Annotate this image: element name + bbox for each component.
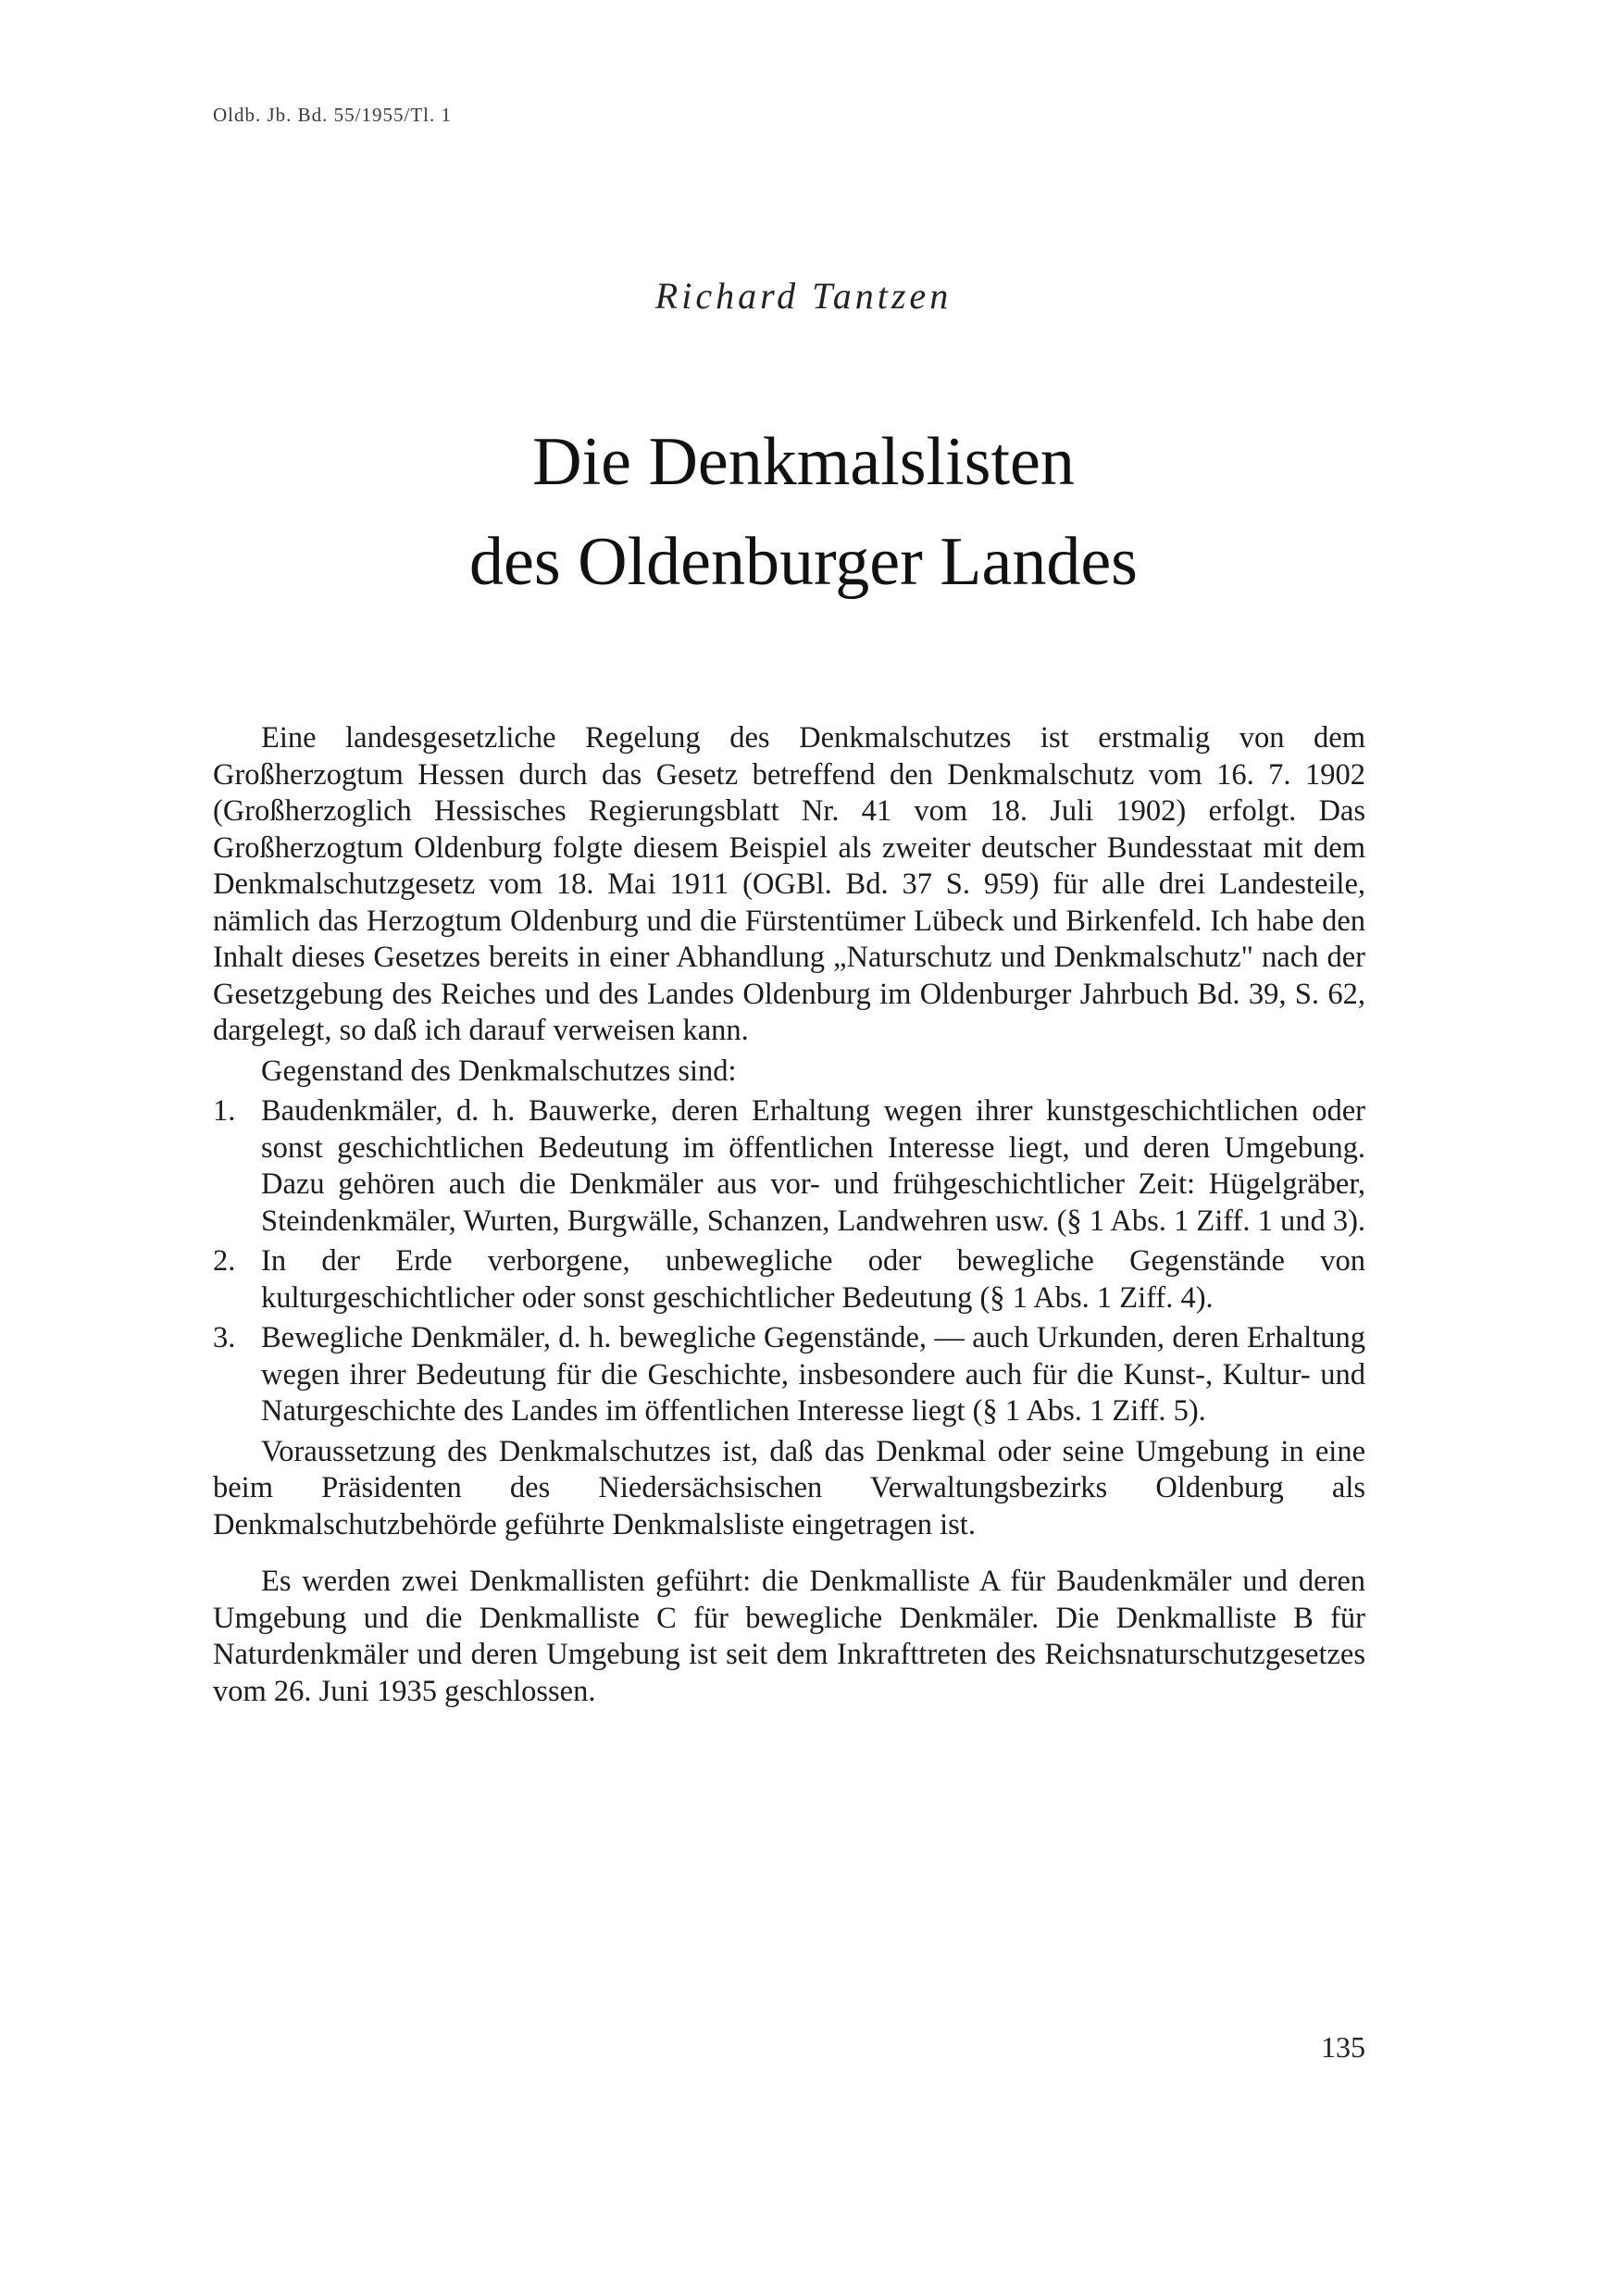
paragraph: Voraussetzung des Denkmalschutzes ist, daß das Denkmal oder seine Umgebung in eine beim Präsidenten des Niedersächsischen Verwaltungsbezirks Oldenburg als Denkmalschutzbehörde geführte Denkmalsliste eingetragen ist. bbox=[213, 1434, 1365, 1541]
article-title bbox=[0, 412, 1607, 612]
list-item-text: Bewegliche Denkmäler, d. h. bewegliche Gegenstände, — auch Urkunden, deren Erhaltung wegen ihrer Bedeutung für die Geschichte, insbesondere auch für die Kunst-, Kultur- und Naturgeschichte des Landes im öffentlichen Interesse liegt (§ 1 Abs. 1 Ziff. 5). bbox=[261, 1321, 1365, 1428]
page-number: 135 bbox=[1321, 2030, 1365, 2064]
article-body bbox=[213, 720, 1365, 1710]
paragraph: Eine landesgesetzliche Regelung des Denkmalschutzes ist erstmalig von dem Großherzogtum Hessen durch das Gesetz betreffend den Denkmalschutz vom 16. 7. 1902 (Großherzoglich Hessisches Regierungsblatt Nr. 41 vom 18. Juli 1902) erfolgt. Das Großherzogtum Oldenburg folgte diesem Beispiel als zweiter deutscher Bundesstaat mit dem Denkmalschutzgesetz vom 18. Mai 1911 (OGBl. Bd. 37 S. 959) für alle drei Landesteile, nämlich das Herzogtum Oldenburg und die Fürstentümer Lübeck und Birkenfeld. Ich habe den Inhalt dieses Gesetzes bereits in einer Abhandlung „Naturschutz und Denkmalschutz" nach der Gesetzgebung des Reiches und des Landes Oldenburg im Oldenburger Jahrbuch Bd. 39, S. 62, dargelegt, so daß ich darauf verweisen kann. bbox=[213, 721, 1365, 1047]
paragraph: Es werden zwei Denkmallisten geführt: die Denkmalliste A für Baudenkmäler und deren Umgebung und die Denkmalliste C für bewegliche Denkmäler. Die Denkmalliste B für Naturdenkmäler und deren Umgebung ist seit dem Inkrafttreten des Reichsnaturschutzgesetzes vom 26. Juni 1935 geschlossen. bbox=[213, 1565, 1365, 1708]
list-item-text: In der Erde verborgene, unbewegliche oder bewegliche Gegenstände von kulturgeschichtlicher oder sonst geschichtlicher Bedeutung (§ 1 Abs. 1 Ziff. 4). bbox=[261, 1244, 1365, 1315]
list-item-number: 3. bbox=[213, 1321, 236, 1354]
list-item bbox=[213, 1093, 1365, 1240]
journal-reference: Oldb. Jb. Bd. 55/1955/Tl. 1 bbox=[213, 104, 453, 126]
author-name: Richard Tantzen bbox=[654, 275, 953, 317]
list-item bbox=[213, 1243, 1365, 1316]
paragraph: Gegenstand des Denkmalschutzes sind: bbox=[261, 1054, 737, 1088]
title-line-1: Die Denkmalslisten bbox=[532, 424, 1075, 500]
title-line-2: des Oldenburger Landes bbox=[469, 524, 1138, 600]
protected-objects-list bbox=[213, 1093, 1365, 1430]
list-item-text: Baudenkmäler, d. h. Bauwerke, deren Erhaltung wegen ihrer kunstgeschichtlichen oder sonst geschichtlichen Bedeutung im öffentlichen Interesse liegt, und deren Umgebung. Dazu gehören auch die Denkmäler aus vor- und frühgeschichtlicher Zeit: Hügelgräber, Steindenkmäler, Wurten, Burgwälle, Schanzen, Landwehren usw. (§ 1 Abs. 1 Ziff. 1 und 3). bbox=[261, 1094, 1366, 1238]
list-item-number: 2. bbox=[213, 1244, 236, 1278]
list-item bbox=[213, 1320, 1365, 1430]
list-item-number: 1. bbox=[213, 1094, 236, 1128]
